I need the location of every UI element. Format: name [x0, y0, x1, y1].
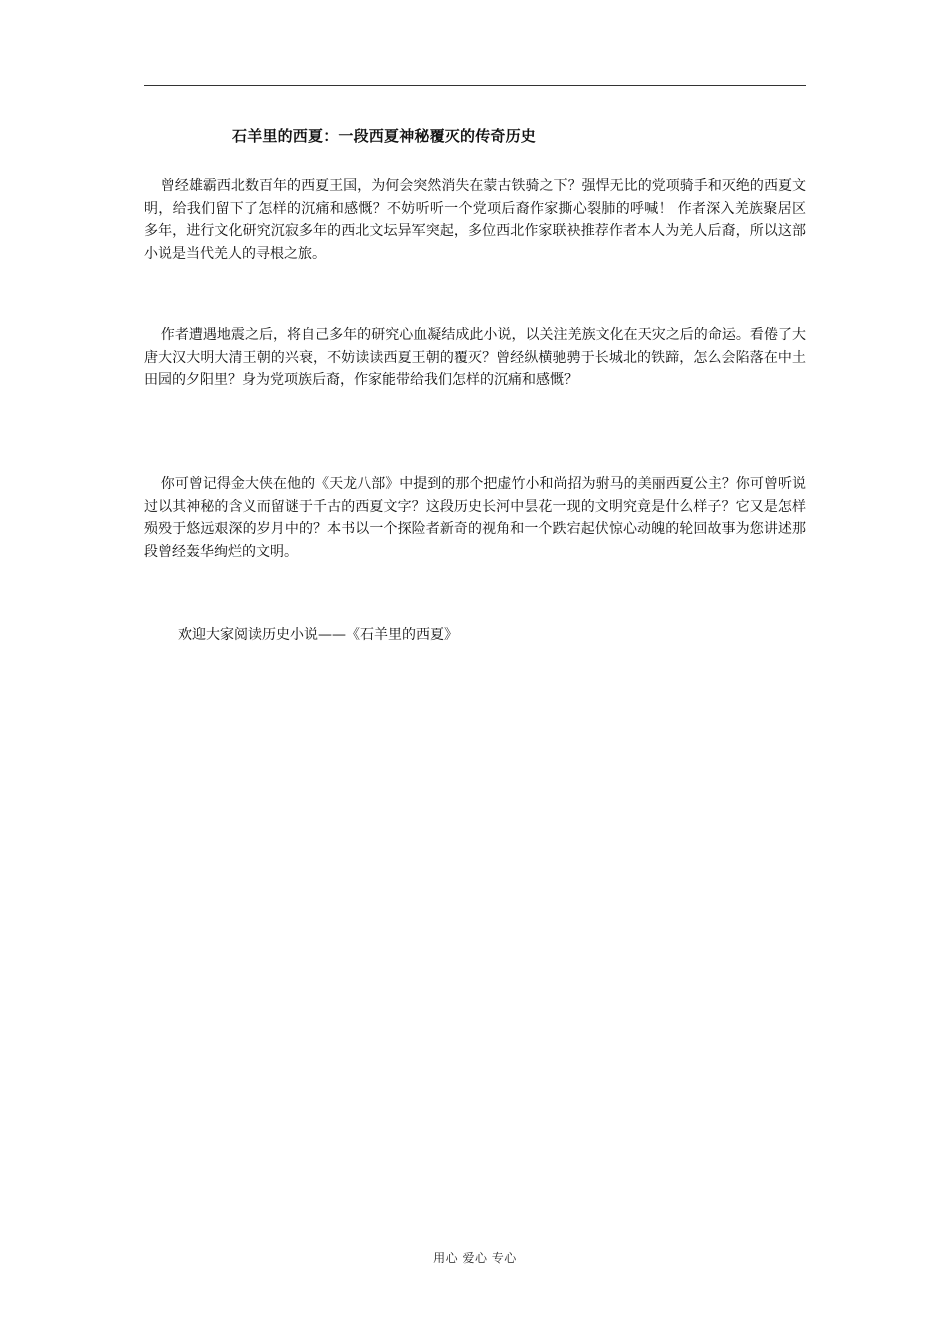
closing-line: 欢迎大家阅读历史小说——《石羊里的西夏》: [178, 627, 458, 643]
header-rule: [144, 85, 806, 86]
paragraph-2: 作者遭遇地震之后，将自己多年的研究心血凝结成此小说，以关注羌族文化在天灾之后的命运。看倦了大唐大汉大明大清王朝的兴衰，不妨读读西夏王朝的覆灭？曾经纵横驰骋于长城北的铁蹄，怎么会陷落在中土田园的夕阳里？身为党项族后裔，作家能带给我们怎样的沉痛和感慨？: [144, 327, 806, 388]
page-footer: 用心 爱心 专心: [433, 1251, 517, 1265]
paragraph-3: 你可曾记得金大侠在他的《天龙八部》中提到的那个把虚竹小和尚招为驸马的美丽西夏公主？你可曾听说过以其神秘的含义而留谜于千古的西夏文字？这段历史长河中昙花一现的文明究竟是什么样子？它又是怎样殒殁于悠远艰深的岁月中的？本书以一个探险者新奇的视角和一个跌宕起伏惊心动魄的轮回故事为您讲述那段曾经轰华绚烂的文明。: [144, 476, 806, 560]
paragraph-1: 曾经雄霸西北数百年的西夏王国，为何会突然消失在蒙古铁骑之下？强悍无比的党项骑手和灭绝的西夏文明，给我们留下了怎样的沉痛和感慨？不妨听听一个党项后裔作家撕心裂肺的呼喊！ 作者深入羌族聚居区多年，进行文化研究沉寂多年的西北文坛异军突起，多位西北作家联袂推荐作者本人为羌人后裔，所以这部小说是当代羌人的寻根之旅。: [144, 178, 806, 262]
document-title: 石羊里的西夏：一段西夏神秘覆灭的传奇历史: [232, 127, 537, 145]
